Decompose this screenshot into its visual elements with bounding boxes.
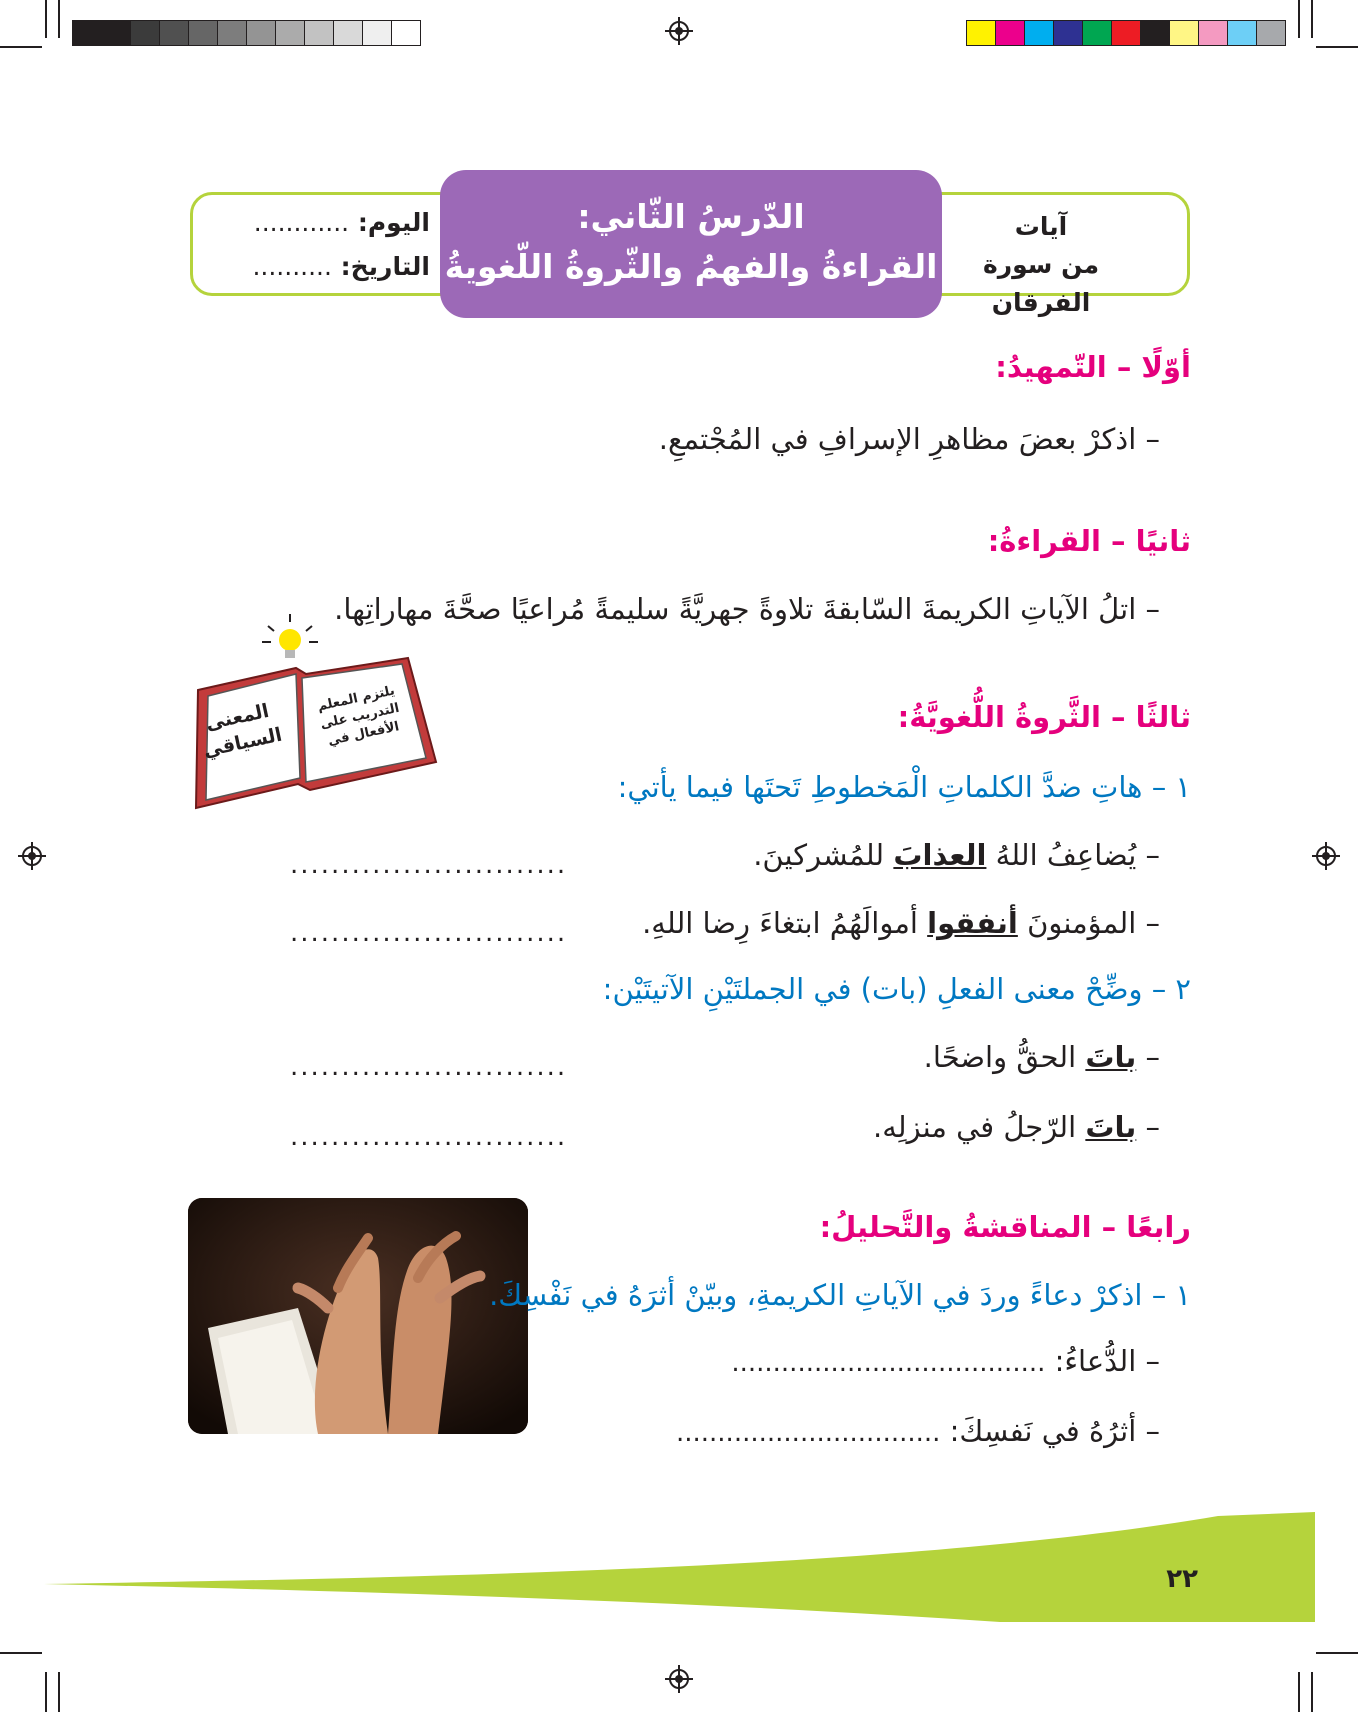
crop-mark <box>0 46 42 48</box>
color-swatch <box>1169 20 1199 46</box>
answer-line[interactable]: ........................... <box>290 918 568 948</box>
item-suffix: أموالَهُمُ ابتغاءَ رِضا اللهِ. <box>642 906 928 940</box>
color-swatch <box>1198 20 1228 46</box>
gray-swatch <box>159 20 189 46</box>
footer-green-swoosh <box>0 1512 1358 1622</box>
lesson-title: القراءةُ والفهمُ والثّروةُ اللّغويةُ <box>444 247 938 286</box>
gray-swatch <box>304 20 334 46</box>
date-field <box>252 252 430 281</box>
lesson-number: الدّرسُ الثّاني: <box>577 197 805 236</box>
registration-mark-icon <box>22 846 42 866</box>
crop-mark <box>0 1652 42 1654</box>
page-number: ٢٢ <box>1166 1564 1198 1594</box>
color-swatch <box>1140 20 1170 46</box>
book-left-page-text: المعنى السياقي <box>201 699 284 762</box>
item-prefix: – <box>1136 1040 1160 1074</box>
day-label: اليوم: <box>357 208 430 237</box>
answer-line[interactable]: ........................... <box>290 850 568 880</box>
section-reading-item: – اتلُ الآياتِ الكريمةَ السّابقةَ تلاوةً جهريَّةً سليمةً مُراعيًا صحَّةَ مهاراتِها. <box>334 592 1160 626</box>
day-field <box>254 208 430 237</box>
item-prefix: – يُضاعِفُ اللهُ <box>986 838 1160 872</box>
registration-mark-icon <box>1316 846 1336 866</box>
date-dots: .......... <box>252 252 332 281</box>
color-swatch <box>1256 20 1286 46</box>
gray-swatch <box>101 20 131 46</box>
day-dots: ............ <box>253 208 350 237</box>
crop-mark <box>1311 0 1313 38</box>
crop-mark <box>45 0 47 38</box>
underlined-word: باتَ <box>1085 1110 1137 1144</box>
book-right-page-text: يلتزم المعلم التدريب على الأفعال في <box>316 683 401 749</box>
dua-answer-row <box>731 1344 1160 1378</box>
opposite-item-1 <box>753 838 1160 872</box>
item-suffix: الحقُّ واضحًا. <box>923 1040 1086 1074</box>
item-prefix: – <box>1136 1110 1160 1144</box>
effect-label: – أثرُهُ في نَفسِكَ: <box>940 1414 1160 1448</box>
crop-mark <box>45 1672 47 1712</box>
gray-swatch <box>72 20 102 46</box>
answer-line[interactable]: ........................... <box>290 1052 568 1082</box>
crop-mark <box>1298 1672 1300 1712</box>
dua-answer-line[interactable]: ...................................... <box>731 1348 1046 1378</box>
effect-answer-line[interactable]: ................................ <box>675 1418 941 1448</box>
crop-mark <box>58 0 60 38</box>
section-reading-title: ثانيًا – القراءةُ: <box>987 524 1191 558</box>
gray-swatch <box>362 20 392 46</box>
opposite-item-2 <box>642 906 1160 940</box>
gray-swatch <box>130 20 160 46</box>
date-label: التاريخ: <box>340 252 430 281</box>
crop-mark <box>1298 0 1300 38</box>
surah-title-line2: من سورة الفرقان <box>982 250 1100 317</box>
open-book-illustration <box>178 612 448 812</box>
discussion-question-1: ١ – اذكرْ دعاءً وردَ في الآياتِ الكريمةِ، وبيّنْ أثرَهُ في نَفْسِكَ. <box>489 1278 1191 1312</box>
gray-swatch <box>391 20 421 46</box>
registration-mark-icon <box>669 21 689 41</box>
color-swatch <box>966 20 996 46</box>
meaning-item-2 <box>873 1110 1160 1144</box>
item-prefix: – المؤمنونَ <box>1017 906 1160 940</box>
answer-line[interactable]: ........................... <box>290 1122 568 1152</box>
praying-hands-icon <box>188 1198 528 1434</box>
color-swatch <box>1111 20 1141 46</box>
green-swoosh-shape <box>0 1512 1358 1622</box>
color-swatch <box>1024 20 1054 46</box>
surah-title-line1: آيات <box>1014 212 1068 241</box>
gray-swatch <box>188 20 218 46</box>
praying-hands-photo <box>188 1198 528 1434</box>
vocabulary-question-2: ٢ – وضِّحْ معنى الفعلِ (بات) في الجملتَيْنِ الآتيتَيْن: <box>602 972 1191 1006</box>
meaning-item-1 <box>924 1040 1160 1074</box>
section-discussion-title: رابعًا – المناقشةُ والتَّحليلُ: <box>819 1210 1191 1244</box>
section-vocabulary-title: ثالثًا – الثَّروةُ اللُّغويَّةُ: <box>897 700 1191 734</box>
crop-mark <box>1316 1652 1358 1654</box>
surah-title <box>936 208 1146 322</box>
lesson-title-box <box>440 170 942 318</box>
crop-mark <box>1316 46 1358 48</box>
item-suffix: الرّجلُ في منزلِه. <box>872 1110 1086 1144</box>
gray-swatch <box>333 20 363 46</box>
crop-mark <box>58 1672 60 1712</box>
section-intro-title: أوّلًا – التّمهيدُ: <box>995 350 1191 384</box>
dua-label: – الدُّعاءُ: <box>1045 1344 1160 1378</box>
underlined-word: أنفقوا <box>927 906 1018 940</box>
vocabulary-question-1: ١ – هاتِ ضدَّ الكلماتِ الْمَخطوطِ تَحتَها فيما يأتي: <box>617 770 1191 804</box>
gray-swatch <box>246 20 276 46</box>
lightbulb-icon <box>262 614 318 658</box>
section-intro-item: – اذكرْ بعضَ مظاهرِ الإسرافِ في المُجْتمعِ. <box>658 422 1160 456</box>
gray-swatch <box>275 20 305 46</box>
color-swatch <box>1227 20 1257 46</box>
gray-swatch <box>217 20 247 46</box>
crop-mark <box>1311 1672 1313 1712</box>
underlined-word: باتَ <box>1085 1040 1137 1074</box>
registration-mark-icon <box>669 1669 689 1689</box>
color-swatch <box>995 20 1025 46</box>
item-suffix: للمُشركينَ. <box>753 838 894 872</box>
effect-answer-row <box>676 1414 1160 1448</box>
color-swatch <box>1053 20 1083 46</box>
underlined-word: العذابَ <box>893 838 987 872</box>
color-swatch <box>1082 20 1112 46</box>
